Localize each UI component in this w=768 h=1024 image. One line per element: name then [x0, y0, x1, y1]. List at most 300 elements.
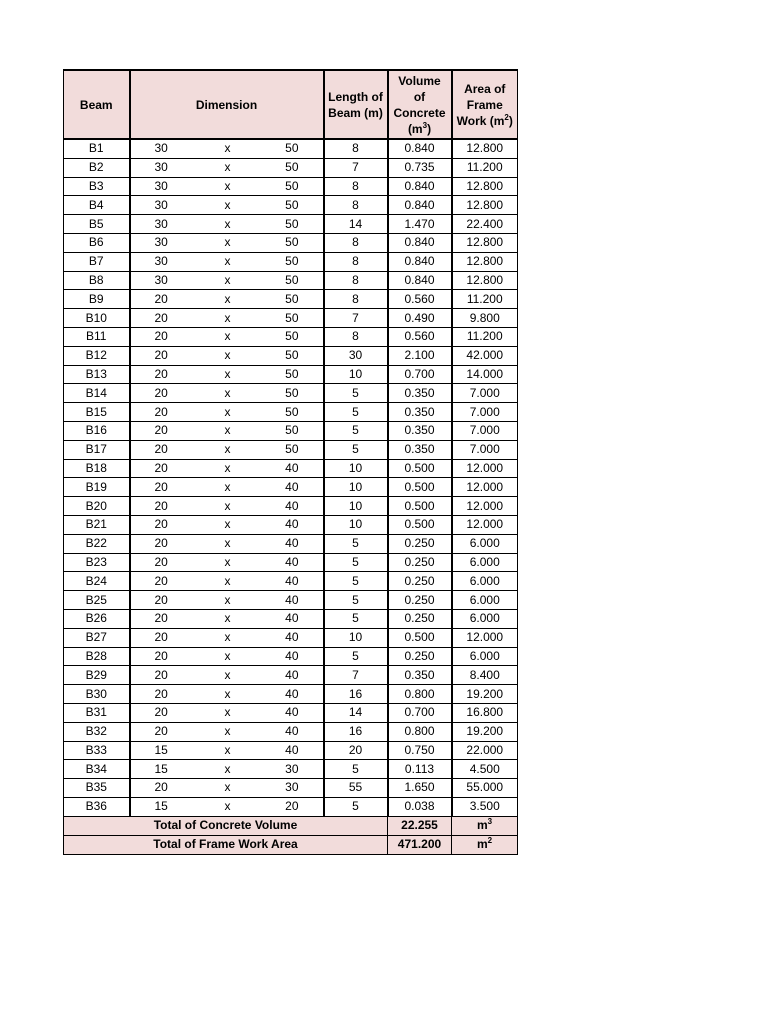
- width-cell: 15: [130, 741, 196, 760]
- beam-cell: B14: [64, 384, 130, 403]
- height-cell: 40: [260, 572, 324, 591]
- length-cell: 8: [324, 271, 388, 290]
- height-cell: 50: [260, 384, 324, 403]
- length-cell: 5: [324, 572, 388, 591]
- length-cell: 5: [324, 553, 388, 572]
- area-cell: 6.000: [452, 553, 518, 572]
- beam-cell: B1: [64, 139, 130, 158]
- height-cell: 50: [260, 271, 324, 290]
- height-cell: 50: [260, 196, 324, 215]
- length-cell: 5: [324, 760, 388, 779]
- height-cell: 40: [260, 741, 324, 760]
- height-cell: 40: [260, 515, 324, 534]
- times-cell: x: [196, 741, 260, 760]
- length-cell: 5: [324, 421, 388, 440]
- volume-cell: 0.250: [388, 647, 452, 666]
- beam-cell: B20: [64, 497, 130, 516]
- table-row: [64, 384, 518, 403]
- beam-cell: B24: [64, 572, 130, 591]
- area-cell: 19.200: [452, 722, 518, 741]
- times-cell: x: [196, 346, 260, 365]
- width-cell: 20: [130, 591, 196, 610]
- length-cell: 5: [324, 403, 388, 422]
- header-volume-line4-post: ): [427, 121, 432, 136]
- table-row: [64, 497, 518, 516]
- height-cell: 50: [260, 139, 324, 158]
- length-cell: 5: [324, 591, 388, 610]
- times-cell: x: [196, 440, 260, 459]
- beam-cell: B13: [64, 365, 130, 384]
- table-row: [64, 327, 518, 346]
- area-cell: 12.800: [452, 271, 518, 290]
- height-cell: 50: [260, 403, 324, 422]
- area-cell: 7.000: [452, 384, 518, 403]
- area-cell: 6.000: [452, 647, 518, 666]
- table-row: [64, 741, 518, 760]
- length-cell: 10: [324, 459, 388, 478]
- height-cell: 50: [260, 290, 324, 309]
- area-cell: 55.000: [452, 779, 518, 798]
- width-cell: 20: [130, 722, 196, 741]
- volume-cell: 0.840: [388, 233, 452, 252]
- beam-cell: B30: [64, 685, 130, 704]
- table-row: [64, 177, 518, 196]
- total-area-unit-sup: 2: [487, 836, 493, 846]
- volume-cell: 0.800: [388, 685, 452, 704]
- times-cell: x: [196, 497, 260, 516]
- length-cell: 7: [324, 666, 388, 685]
- volume-cell: 0.350: [388, 403, 452, 422]
- header-volume-line4-pre: (m: [407, 121, 423, 136]
- width-cell: 20: [130, 609, 196, 628]
- table-row: [64, 365, 518, 384]
- width-cell: 30: [130, 177, 196, 196]
- times-cell: x: [196, 196, 260, 215]
- table-row: [64, 797, 518, 816]
- length-cell: 10: [324, 365, 388, 384]
- table-row: [64, 158, 518, 177]
- volume-cell: 0.350: [388, 666, 452, 685]
- height-cell: 50: [260, 365, 324, 384]
- width-cell: 20: [130, 459, 196, 478]
- height-cell: 50: [260, 421, 324, 440]
- table-row: [64, 421, 518, 440]
- area-cell: 42.000: [452, 346, 518, 365]
- width-cell: 20: [130, 515, 196, 534]
- height-cell: 40: [260, 647, 324, 666]
- height-cell: 40: [260, 722, 324, 741]
- length-cell: 5: [324, 797, 388, 816]
- times-cell: x: [196, 779, 260, 798]
- total-volume-unit-base: m: [476, 818, 488, 833]
- header-length: [324, 70, 388, 139]
- times-cell: x: [196, 421, 260, 440]
- width-cell: 20: [130, 647, 196, 666]
- times-cell: x: [196, 534, 260, 553]
- header-area-line3-post: ): [508, 113, 513, 128]
- width-cell: 20: [130, 534, 196, 553]
- times-cell: x: [196, 459, 260, 478]
- header-volume-line2: of: [413, 89, 426, 104]
- length-cell: 30: [324, 346, 388, 365]
- height-cell: 30: [260, 779, 324, 798]
- times-cell: x: [196, 685, 260, 704]
- area-cell: 22.000: [452, 741, 518, 760]
- area-cell: 7.000: [452, 403, 518, 422]
- table-row: [64, 478, 518, 497]
- beam-cell: B16: [64, 421, 130, 440]
- table-row: [64, 591, 518, 610]
- total-area-unit: [452, 835, 518, 854]
- beam-cell: B36: [64, 797, 130, 816]
- header-area-sup: 2: [504, 112, 509, 122]
- height-cell: 50: [260, 309, 324, 328]
- beam-cell: B35: [64, 779, 130, 798]
- times-cell: x: [196, 290, 260, 309]
- volume-cell: 0.840: [388, 177, 452, 196]
- area-cell: 3.500: [452, 797, 518, 816]
- times-cell: x: [196, 233, 260, 252]
- height-cell: 50: [260, 177, 324, 196]
- width-cell: 20: [130, 572, 196, 591]
- width-cell: 20: [130, 384, 196, 403]
- table-body: [64, 139, 518, 816]
- width-cell: 20: [130, 779, 196, 798]
- height-cell: 50: [260, 233, 324, 252]
- volume-cell: 0.800: [388, 722, 452, 741]
- header-row: [64, 70, 518, 139]
- total-volume-value: 22.255: [388, 816, 452, 835]
- times-cell: x: [196, 327, 260, 346]
- width-cell: 20: [130, 497, 196, 516]
- beam-cell: B10: [64, 309, 130, 328]
- volume-cell: 0.250: [388, 591, 452, 610]
- beam-cell: B19: [64, 478, 130, 497]
- length-cell: 55: [324, 779, 388, 798]
- width-cell: 20: [130, 685, 196, 704]
- volume-cell: 0.250: [388, 553, 452, 572]
- beam-cell: B25: [64, 591, 130, 610]
- width-cell: 15: [130, 760, 196, 779]
- beam-cell: B34: [64, 760, 130, 779]
- length-cell: 7: [324, 309, 388, 328]
- length-cell: 10: [324, 497, 388, 516]
- height-cell: 40: [260, 703, 324, 722]
- area-cell: 7.000: [452, 421, 518, 440]
- height-cell: 40: [260, 628, 324, 647]
- height-cell: 40: [260, 459, 324, 478]
- area-cell: 12.000: [452, 628, 518, 647]
- beam-cell: B26: [64, 609, 130, 628]
- header-beam: Beam: [64, 70, 130, 139]
- width-cell: 15: [130, 797, 196, 816]
- beam-cell: B11: [64, 327, 130, 346]
- times-cell: x: [196, 572, 260, 591]
- beam-cell: B29: [64, 666, 130, 685]
- beam-cell: B23: [64, 553, 130, 572]
- table-row: [64, 703, 518, 722]
- table-row: [64, 553, 518, 572]
- times-cell: x: [196, 309, 260, 328]
- table-row: [64, 760, 518, 779]
- times-cell: x: [196, 215, 260, 234]
- length-cell: 8: [324, 327, 388, 346]
- width-cell: 20: [130, 703, 196, 722]
- volume-cell: 0.350: [388, 440, 452, 459]
- length-cell: 10: [324, 628, 388, 647]
- beam-cell: B2: [64, 158, 130, 177]
- header-area: [452, 70, 518, 139]
- beam-cell: B22: [64, 534, 130, 553]
- table-row: [64, 647, 518, 666]
- total-area-row: [64, 835, 518, 854]
- times-cell: x: [196, 139, 260, 158]
- length-cell: 16: [324, 685, 388, 704]
- area-cell: 9.800: [452, 309, 518, 328]
- volume-cell: 0.560: [388, 327, 452, 346]
- width-cell: 20: [130, 290, 196, 309]
- beam-cell: B7: [64, 252, 130, 271]
- width-cell: 20: [130, 553, 196, 572]
- beam-cell: B18: [64, 459, 130, 478]
- total-volume-unit: [452, 816, 518, 835]
- beam-cell: B32: [64, 722, 130, 741]
- times-cell: x: [196, 271, 260, 290]
- times-cell: x: [196, 797, 260, 816]
- height-cell: 50: [260, 158, 324, 177]
- volume-cell: 0.500: [388, 628, 452, 647]
- length-cell: 14: [324, 703, 388, 722]
- height-cell: 40: [260, 478, 324, 497]
- beam-cell: B9: [64, 290, 130, 309]
- header-area-line1: Area of: [464, 81, 506, 96]
- height-cell: 40: [260, 685, 324, 704]
- table-row: [64, 515, 518, 534]
- times-cell: x: [196, 609, 260, 628]
- volume-cell: 0.700: [388, 703, 452, 722]
- table-row: [64, 666, 518, 685]
- table-row: [64, 215, 518, 234]
- beam-cell: B28: [64, 647, 130, 666]
- length-cell: 5: [324, 534, 388, 553]
- total-area-label: Total of Frame Work Area: [64, 835, 388, 854]
- width-cell: 30: [130, 252, 196, 271]
- beam-cell: B3: [64, 177, 130, 196]
- area-cell: 12.800: [452, 139, 518, 158]
- times-cell: x: [196, 722, 260, 741]
- length-cell: 8: [324, 177, 388, 196]
- times-cell: x: [196, 177, 260, 196]
- length-cell: 8: [324, 139, 388, 158]
- table-row: [64, 628, 518, 647]
- times-cell: x: [196, 365, 260, 384]
- table-row: [64, 403, 518, 422]
- beam-cell: B12: [64, 346, 130, 365]
- times-cell: x: [196, 384, 260, 403]
- length-cell: 8: [324, 196, 388, 215]
- times-cell: x: [196, 515, 260, 534]
- length-cell: 16: [324, 722, 388, 741]
- volume-cell: 1.470: [388, 215, 452, 234]
- volume-cell: 0.250: [388, 572, 452, 591]
- beam-schedule-table: [63, 69, 518, 855]
- volume-cell: 0.350: [388, 384, 452, 403]
- volume-cell: 0.560: [388, 290, 452, 309]
- times-cell: x: [196, 628, 260, 647]
- length-cell: 10: [324, 515, 388, 534]
- volume-cell: 0.840: [388, 196, 452, 215]
- volume-cell: 0.500: [388, 497, 452, 516]
- volume-cell: 0.490: [388, 309, 452, 328]
- table-row: [64, 196, 518, 215]
- length-cell: 5: [324, 384, 388, 403]
- volume-cell: 0.750: [388, 741, 452, 760]
- times-cell: x: [196, 591, 260, 610]
- height-cell: 40: [260, 553, 324, 572]
- width-cell: 20: [130, 478, 196, 497]
- times-cell: x: [196, 252, 260, 271]
- volume-cell: 0.735: [388, 158, 452, 177]
- total-volume-row: [64, 816, 518, 835]
- length-cell: 8: [324, 252, 388, 271]
- width-cell: 20: [130, 440, 196, 459]
- header-length-line2: Beam (m): [328, 105, 383, 120]
- height-cell: 40: [260, 666, 324, 685]
- area-cell: 12.000: [452, 497, 518, 516]
- area-cell: 19.200: [452, 685, 518, 704]
- header-volume-line1: Volume: [398, 73, 441, 88]
- table-row: [64, 572, 518, 591]
- times-cell: x: [196, 403, 260, 422]
- area-cell: 16.800: [452, 703, 518, 722]
- total-volume-label: Total of Concrete Volume: [64, 816, 388, 835]
- total-volume-unit-sup: 3: [487, 817, 493, 827]
- beam-cell: B17: [64, 440, 130, 459]
- height-cell: 40: [260, 497, 324, 516]
- height-cell: 50: [260, 327, 324, 346]
- area-cell: 12.000: [452, 515, 518, 534]
- header-length-line1: Length of: [328, 89, 383, 104]
- table-row: [64, 233, 518, 252]
- length-cell: 10: [324, 478, 388, 497]
- width-cell: 30: [130, 215, 196, 234]
- width-cell: 30: [130, 196, 196, 215]
- width-cell: 20: [130, 346, 196, 365]
- volume-cell: 0.840: [388, 139, 452, 158]
- length-cell: 20: [324, 741, 388, 760]
- beam-cell: B21: [64, 515, 130, 534]
- header-area-line2: Frame: [466, 97, 503, 112]
- times-cell: x: [196, 666, 260, 685]
- area-cell: 11.200: [452, 158, 518, 177]
- area-cell: 12.800: [452, 233, 518, 252]
- table-row: [64, 271, 518, 290]
- table-row: [64, 779, 518, 798]
- area-cell: 14.000: [452, 365, 518, 384]
- width-cell: 20: [130, 421, 196, 440]
- header-dimension: Dimension: [130, 70, 324, 139]
- area-cell: 12.800: [452, 252, 518, 271]
- table-row: [64, 609, 518, 628]
- area-cell: 12.800: [452, 196, 518, 215]
- table-row: [64, 685, 518, 704]
- table-row: [64, 252, 518, 271]
- width-cell: 20: [130, 403, 196, 422]
- table-row: [64, 346, 518, 365]
- width-cell: 20: [130, 327, 196, 346]
- table-row: [64, 459, 518, 478]
- times-cell: x: [196, 553, 260, 572]
- beam-cell: B27: [64, 628, 130, 647]
- volume-cell: 0.500: [388, 478, 452, 497]
- width-cell: 20: [130, 628, 196, 647]
- area-cell: 11.200: [452, 290, 518, 309]
- area-cell: 11.200: [452, 327, 518, 346]
- header-volume-line3: Concrete: [393, 105, 446, 120]
- height-cell: 40: [260, 534, 324, 553]
- total-area-value: 471.200: [388, 835, 452, 854]
- volume-cell: 0.350: [388, 421, 452, 440]
- volume-cell: 0.840: [388, 252, 452, 271]
- width-cell: 30: [130, 139, 196, 158]
- volume-cell: 0.250: [388, 534, 452, 553]
- total-area-unit-base: m: [476, 837, 488, 852]
- height-cell: 40: [260, 591, 324, 610]
- table-row: [64, 534, 518, 553]
- volume-cell: 0.840: [388, 271, 452, 290]
- beam-cell: B4: [64, 196, 130, 215]
- beam-cell: B31: [64, 703, 130, 722]
- table-row: [64, 722, 518, 741]
- height-cell: 50: [260, 215, 324, 234]
- times-cell: x: [196, 158, 260, 177]
- area-cell: 6.000: [452, 609, 518, 628]
- height-cell: 20: [260, 797, 324, 816]
- length-cell: 8: [324, 233, 388, 252]
- area-cell: 12.000: [452, 478, 518, 497]
- width-cell: 30: [130, 271, 196, 290]
- header-volume: [388, 70, 452, 139]
- volume-cell: 0.500: [388, 515, 452, 534]
- length-cell: 7: [324, 158, 388, 177]
- times-cell: x: [196, 478, 260, 497]
- area-cell: 7.000: [452, 440, 518, 459]
- volume-cell: 2.100: [388, 346, 452, 365]
- beam-cell: B8: [64, 271, 130, 290]
- width-cell: 30: [130, 233, 196, 252]
- table-row: [64, 309, 518, 328]
- length-cell: 8: [324, 290, 388, 309]
- length-cell: 5: [324, 440, 388, 459]
- beam-cell: B33: [64, 741, 130, 760]
- table-row: [64, 290, 518, 309]
- header-volume-sup: 3: [422, 120, 428, 130]
- height-cell: 50: [260, 346, 324, 365]
- area-cell: 6.000: [452, 591, 518, 610]
- volume-cell: 0.700: [388, 365, 452, 384]
- volume-cell: 1.650: [388, 779, 452, 798]
- area-cell: 12.800: [452, 177, 518, 196]
- area-cell: 22.400: [452, 215, 518, 234]
- times-cell: x: [196, 647, 260, 666]
- area-cell: 4.500: [452, 760, 518, 779]
- width-cell: 20: [130, 365, 196, 384]
- beam-cell: B5: [64, 215, 130, 234]
- length-cell: 14: [324, 215, 388, 234]
- times-cell: x: [196, 703, 260, 722]
- length-cell: 5: [324, 609, 388, 628]
- area-cell: 6.000: [452, 534, 518, 553]
